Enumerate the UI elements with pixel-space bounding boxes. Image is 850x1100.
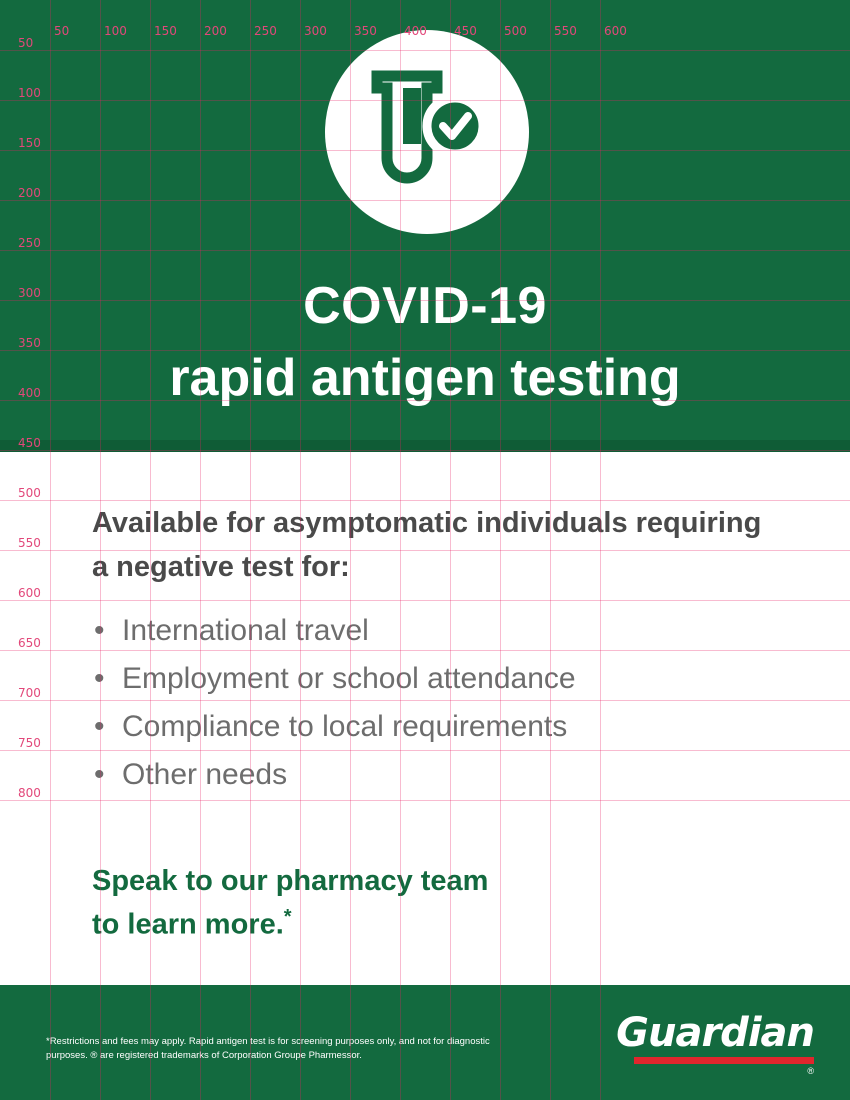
ruler-label-y: 600	[18, 586, 41, 600]
brand-underline	[634, 1057, 814, 1064]
ruler-label-y: 200	[18, 186, 41, 200]
ruler-label-y: 500	[18, 486, 41, 500]
ruler-label-y: 50	[18, 36, 34, 50]
ruler-label-x: 600	[604, 24, 627, 38]
brand-name: Guardian	[616, 1010, 814, 1056]
bullet-icon: •	[94, 758, 105, 791]
list-item-label: International travel	[122, 614, 369, 647]
ruler-label-y: 100	[18, 86, 41, 100]
ruler-label-x: 100	[104, 24, 127, 38]
list-item	[92, 655, 792, 703]
ruler-label-x: 50	[54, 24, 70, 38]
test-tube-check-icon	[325, 30, 529, 234]
ruler-label-y: 350	[18, 336, 41, 350]
ruler-label-x: 550	[554, 24, 577, 38]
ruler-label-y: 550	[18, 536, 41, 550]
cta-line-2: to learn more.	[92, 908, 284, 941]
ruler-label-y: 750	[18, 736, 41, 750]
cta-line-1: Speak to our pharmacy team	[92, 865, 489, 897]
ruler-label-y: 300	[18, 286, 41, 300]
list-item-label: Employment or school attendance	[122, 662, 576, 695]
cta-asterisk: *	[283, 905, 292, 928]
ruler-label-y: 700	[18, 686, 41, 700]
page-subtitle: rapid antigen testing	[169, 349, 681, 407]
ruler-label-y: 650	[18, 636, 41, 650]
ruler-label-x: 200	[204, 24, 227, 38]
hero-panel	[0, 0, 850, 452]
list-item	[92, 703, 792, 751]
hero-accent-bar	[0, 440, 850, 452]
ruler-label-x: 250	[254, 24, 277, 38]
list-item	[92, 751, 792, 799]
page-title: COVID-19	[303, 277, 547, 335]
ruler-label-x: 300	[304, 24, 327, 38]
cta-line-2-wrap	[92, 903, 792, 947]
brand-logo	[616, 1010, 814, 1076]
ruler-label-x: 450	[454, 24, 477, 38]
ruler-label-y: 450	[18, 436, 41, 450]
ruler-label-y: 400	[18, 386, 41, 400]
list-item-label: Compliance to local requirements	[122, 710, 568, 743]
ruler-label-x: 350	[354, 24, 377, 38]
brand-registered-mark: ®	[807, 1066, 814, 1076]
disclaimer-text: *Restrictions and fees may apply. Rapid antigen test is for screening purposes only, and not for diagnostic purposes. ® are registered trademarks of Corporation Groupe Pharmessor.	[46, 1036, 490, 1061]
ruler-label-y: 250	[18, 236, 41, 250]
call-to-action	[92, 860, 792, 946]
lede-text: Available for asymptomatic individuals requiring a negative test for:	[92, 507, 762, 583]
ruler-label-y: 150	[18, 136, 41, 150]
body-panel	[0, 452, 850, 985]
list-item	[92, 607, 792, 655]
bullet-icon: •	[94, 614, 105, 647]
benefits-list	[92, 607, 792, 799]
bullet-icon: •	[94, 662, 105, 695]
bullet-icon: •	[94, 710, 105, 743]
ruler-label-x: 400	[404, 24, 427, 38]
ruler-label-y: 800	[18, 786, 41, 800]
list-item-label: Other needs	[122, 758, 288, 791]
ruler-label-x: 150	[154, 24, 177, 38]
footer-panel	[0, 985, 850, 1100]
ruler-label-x: 500	[504, 24, 527, 38]
